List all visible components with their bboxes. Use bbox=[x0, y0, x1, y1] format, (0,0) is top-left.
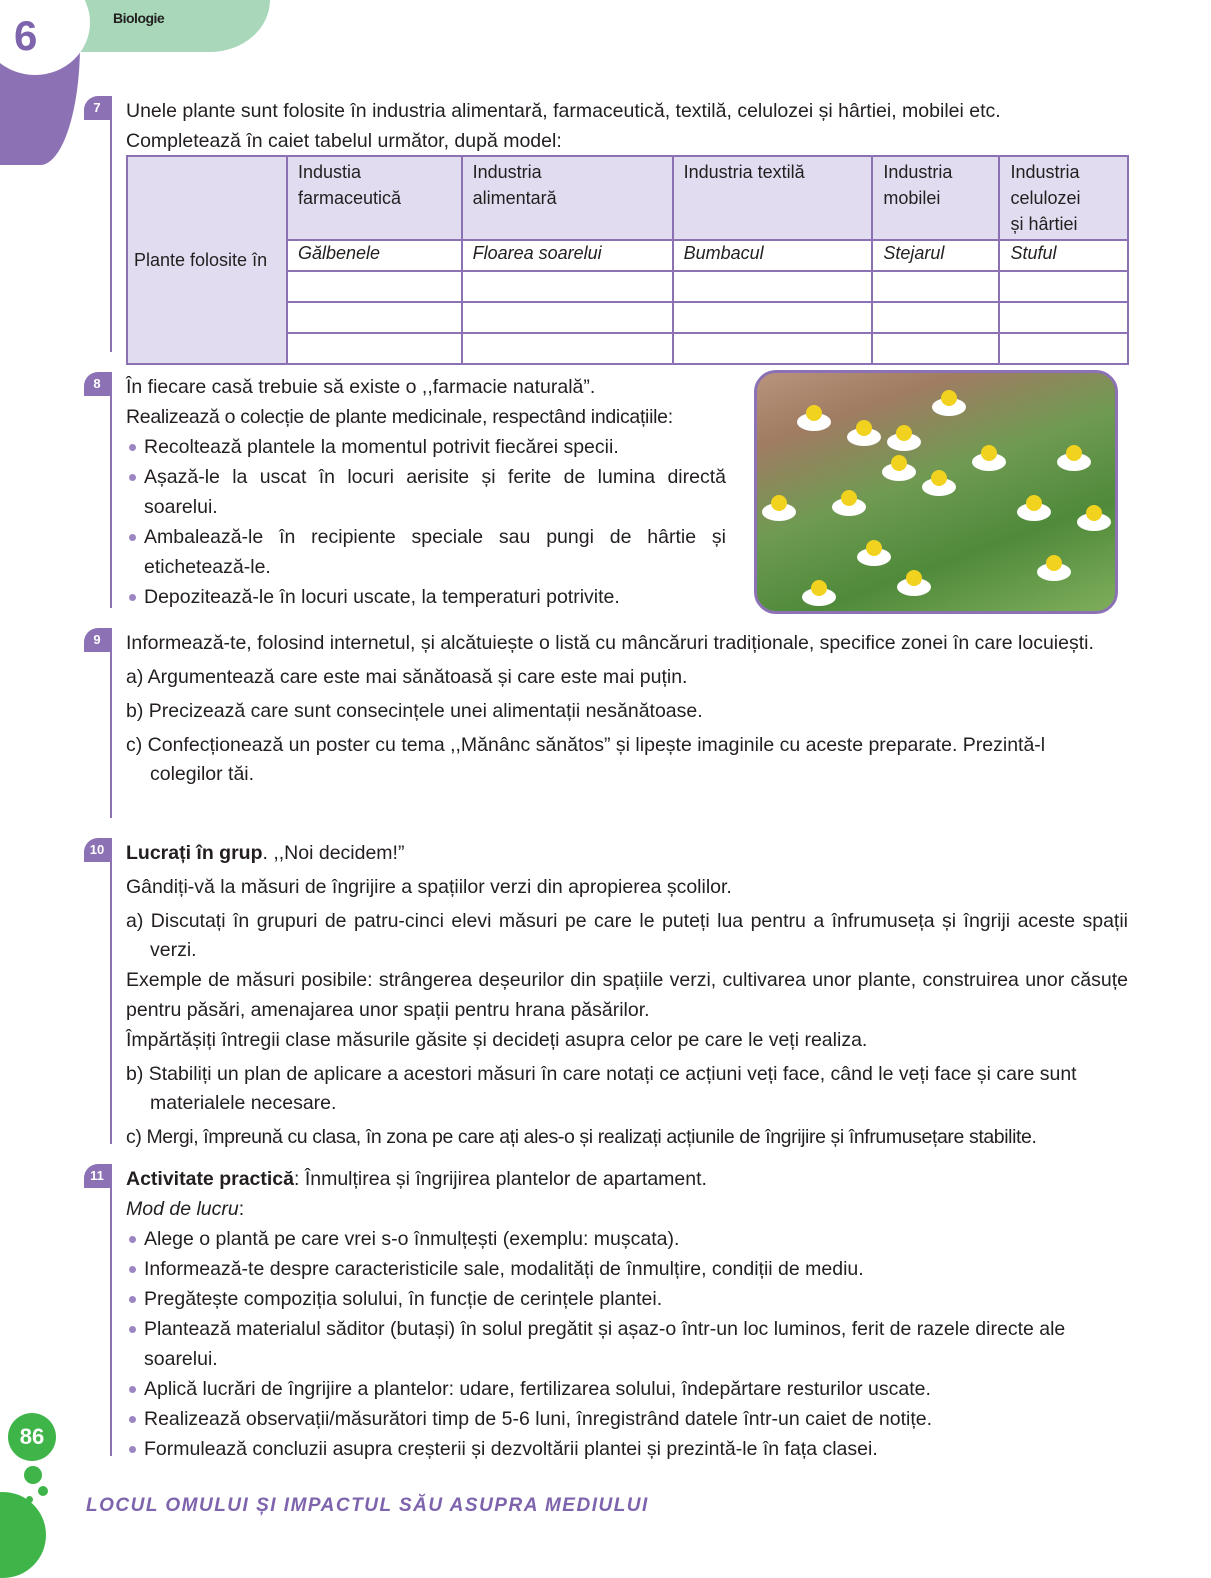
exercise-text: Împărtășiți întregii clase măsurile găsite și decideți asupra celor pe care le veți realiza. bbox=[126, 1029, 868, 1051]
exercise-title-rest: : Înmulțirea și îngrijirea plantelor de apartament. bbox=[294, 1168, 707, 1190]
table-cell bbox=[287, 333, 462, 364]
table-cell bbox=[462, 271, 673, 302]
exercise-title bbox=[126, 1164, 1128, 1194]
sub-item: b) Precizează care sunt consecințele unei alimentații nesănătoase. bbox=[126, 700, 703, 722]
exercise-number-badge: 7 bbox=[84, 96, 110, 120]
chapter-title: LOCUL OMULUI ȘI IMPACTUL SĂU ASUPRA MEDIULUI bbox=[86, 1495, 649, 1516]
exercise-text: Exemple de măsuri posibile: strângerea deșeurilor din spațiile verzi, cultivarea unor plante, construirea unor căsuțe pentru păsări, amenajarea unor spații pentru hrana păsărilor. bbox=[126, 969, 1128, 1021]
flower-shape bbox=[887, 433, 921, 451]
sub-item: b) Stabiliți un plan de aplicare a acestori măsuri în care notați ce acțiuni veți face, când le veți face și care sunt materialele necesare. bbox=[126, 1063, 1077, 1114]
page-number: 86 bbox=[8, 1413, 56, 1461]
exercise-8 bbox=[93, 372, 726, 608]
table-cell bbox=[673, 271, 873, 302]
exercise-number-badge: 10 bbox=[84, 838, 110, 862]
column-header: Industria mobilei bbox=[872, 156, 999, 240]
table-cell bbox=[462, 333, 673, 364]
exercise-10 bbox=[89, 838, 1128, 1148]
exercise-number-badge: 11 bbox=[84, 1164, 110, 1188]
table-cell bbox=[287, 271, 462, 302]
list-item: Alege o plantă pe care vrei s-o înmulțești (exemplu: mușcata). bbox=[126, 1224, 1128, 1254]
flower-shape bbox=[1037, 563, 1071, 581]
flower-shape bbox=[762, 503, 796, 521]
exercise-11 bbox=[90, 1164, 1128, 1460]
exercise-title-rest: . ,,Noi decidem!” bbox=[262, 842, 405, 864]
exercise-number-badge: 8 bbox=[84, 372, 110, 396]
list-item: Formulează concluzii asupra creșterii și dezvoltării plantei și prezintă-le în fața clasei. bbox=[126, 1434, 1128, 1464]
list-item: Ambalează-le în recipiente speciale sau pungi de hârtie și etichetează-le. bbox=[126, 522, 726, 582]
table-cell: Stuful bbox=[999, 240, 1128, 271]
exercise-number-badge: 9 bbox=[84, 628, 110, 652]
column-header: Industria textilă bbox=[673, 156, 873, 240]
table-cell bbox=[673, 333, 873, 364]
decorative-dot bbox=[24, 1466, 42, 1484]
table-cell bbox=[872, 271, 999, 302]
exercise-text: Unele plante sunt folosite în industria alimentară, farmaceutică, textilă, celulozei și hârtiei, mobilei etc. bbox=[126, 100, 1001, 122]
chapter-number: 6 bbox=[14, 12, 38, 59]
table-cell: Stejarul bbox=[872, 240, 999, 271]
list-item: Pregătește compoziția solului, în funcție de cerințele plantei. bbox=[126, 1284, 1128, 1314]
exercise-title-bold: Lucrați în grup bbox=[126, 842, 263, 864]
table-cell bbox=[999, 302, 1128, 333]
flower-shape bbox=[797, 413, 831, 431]
flower-shape bbox=[972, 453, 1006, 471]
exercise-text: Completează în caiet tabelul următor, după model: bbox=[126, 130, 562, 152]
decorative-dot bbox=[38, 1486, 48, 1496]
subject-label: Biologie bbox=[113, 10, 165, 26]
column-header: Industria celulozei și hârtiei bbox=[999, 156, 1128, 240]
sub-item: c) Confecționează un poster cu tema ,,Mănânc sănătos” și lipește imaginile cu aceste preparate. Prezintă-l colegilor tăi. bbox=[126, 734, 1046, 785]
flower-shape bbox=[1057, 453, 1091, 471]
exercise-text: Gândiți-vă la măsuri de îngrijire a spațiilor verzi din apropierea școlilor. bbox=[126, 876, 732, 898]
flower-shape bbox=[802, 588, 836, 606]
exercise-text: Realizează o colecție de plante medicinale, respectând indicațiile: bbox=[126, 406, 673, 428]
flower-shape bbox=[832, 498, 866, 516]
flower-shape bbox=[882, 463, 916, 481]
exercise-text: Informează-te, folosind internetul, și alcătuiește o listă cu mâncăruri tradiționale, specifice zonei în care locuiești. bbox=[126, 632, 1094, 654]
table-cell bbox=[872, 333, 999, 364]
table-header-row bbox=[127, 156, 1128, 240]
list-item: Recoltează plantele la momentul potrivit fiecărei specii. bbox=[126, 432, 726, 462]
flower-shape bbox=[847, 428, 881, 446]
exercise-text: În fiecare casă trebuie să existe o ,,farmacie naturală”. bbox=[126, 376, 596, 398]
list-item: Așază-le la uscat în locuri aerisite și ferite de lumina directă soarelui. bbox=[126, 462, 726, 522]
chamomile-photo bbox=[754, 370, 1118, 614]
list-item: Informează-te despre caracteristicile sale, modalități de înmulțire, condiții de mediu. bbox=[126, 1254, 1128, 1284]
row-header-cell: Plante folosite în bbox=[127, 156, 287, 364]
table-cell: Bumbacul bbox=[673, 240, 873, 271]
decorative-dot bbox=[0, 1492, 46, 1578]
sub-item: a) Discutați în grupuri de patru-cinci elevi măsuri pe care le puteți lua pentru a înfrumuseța și îngriji aceste spații verzi. bbox=[126, 910, 1128, 961]
exercise-9 bbox=[93, 628, 1128, 818]
table-cell bbox=[287, 302, 462, 333]
flower-shape bbox=[932, 398, 966, 416]
sub-item: c) Mergi, împreună cu clasa, în zona pe care ați ales-o și realizați acțiunile de îngrijire și înfrumusețare stabilite. bbox=[126, 1126, 1037, 1148]
table-cell bbox=[999, 271, 1128, 302]
exercise-title-bold: Activitate practică bbox=[126, 1168, 294, 1190]
method-label: Mod de lucru: bbox=[126, 1198, 245, 1220]
list-item: Depozitează-le în locuri uscate, la temperaturi potrivite. bbox=[126, 582, 726, 612]
table-cell bbox=[872, 302, 999, 333]
flower-shape bbox=[857, 548, 891, 566]
flower-shape bbox=[1017, 503, 1051, 521]
table-cell: Floarea soarelui bbox=[462, 240, 673, 271]
flower-shape bbox=[1077, 513, 1111, 531]
plants-industry-table bbox=[126, 155, 1129, 365]
flower-shape bbox=[922, 478, 956, 496]
column-header: Industria alimentară bbox=[462, 156, 673, 240]
table-cell bbox=[999, 333, 1128, 364]
list-item: Aplică lucrări de îngrijire a plantelor: udare, fertilizarea solului, îndepărtare resturilor uscate. bbox=[126, 1374, 1128, 1404]
table-cell bbox=[673, 302, 873, 333]
exercise-title bbox=[126, 838, 1128, 868]
table-cell bbox=[462, 302, 673, 333]
flower-shape bbox=[897, 578, 931, 596]
list-item: Plantează materialul săditor (butași) în solul pregătit și așaz-o într-un loc luminos, ferit de razele directe ale soarelui. bbox=[126, 1314, 1128, 1374]
list-item: Realizează observații/măsurători timp de 5-6 luni, înregistrând datele într-un caiet de notițe. bbox=[126, 1404, 1128, 1434]
sub-item: a) Argumentează care este mai sănătoasă și care este mai puțin. bbox=[126, 666, 688, 688]
column-header: Industia farmaceutică bbox=[287, 156, 462, 240]
table-cell: Gălbenele bbox=[287, 240, 462, 271]
